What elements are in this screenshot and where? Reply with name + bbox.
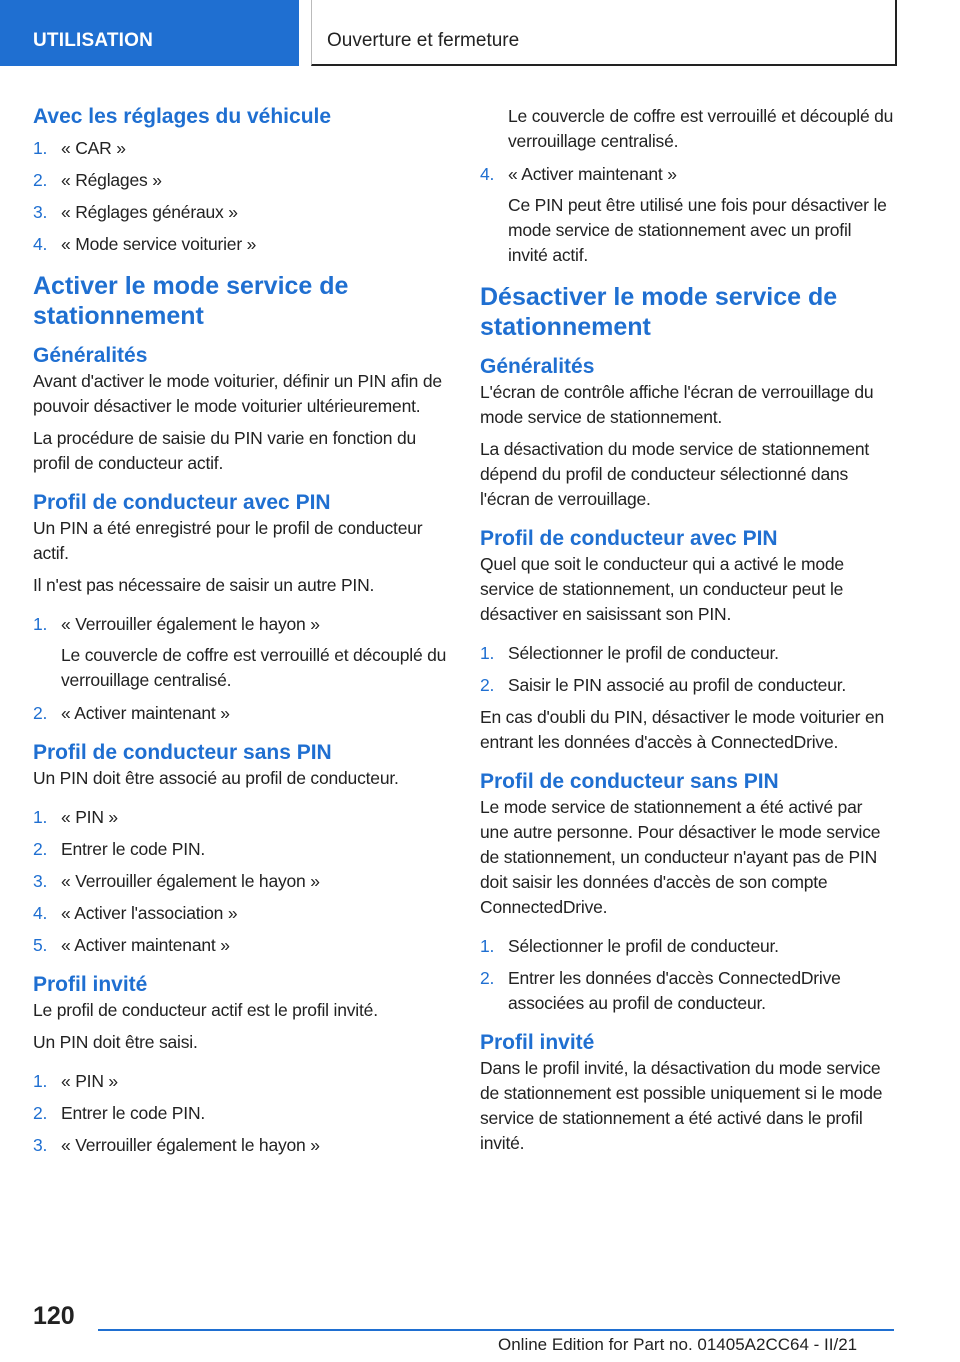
header-chapter-label: Ouverture et fermeture: [327, 30, 520, 51]
list-item: 3. « Réglages généraux »: [33, 202, 238, 222]
paragraph: Le mode service de stationnement a été activé par une autre personne. Pour désactiver le mode service de stationnement, un conducteur n'ayant pas de PIN doit saisir les données d'accès de son compte ConnectedDrive.: [480, 797, 881, 917]
subheading-with-pin: Profil de conducteur avec PIN: [480, 527, 778, 550]
page-number: 120: [33, 1302, 75, 1330]
list-item: 4. « Activer maintenant »: [480, 164, 677, 184]
list-item: 2. Entrer les données d'accès ConnectedDrive associées au profil de conducteur.: [480, 968, 841, 1013]
list-item: 1. « PIN »: [33, 807, 118, 827]
left-column: [33, 100, 448, 1158]
list-item: 1. « CAR »: [33, 138, 126, 158]
list-item: 5. « Activer maintenant »: [33, 935, 230, 955]
list-item: 4. « Activer l'association »: [33, 903, 238, 923]
paragraph: L'écran de contrôle affiche l'écran de verrouillage du mode service de stationnement.: [480, 382, 874, 427]
list-guest: [33, 1069, 448, 1158]
list-item: 2. Entrer le code PIN.: [33, 839, 206, 859]
list-item: 1. « Verrouiller également le hayon »: [33, 614, 320, 634]
list-deactivate-with-pin: [480, 641, 895, 698]
list-deactivate-without-pin: [480, 934, 895, 1016]
list-item: 3. « Verrouiller également le hayon »: [33, 871, 320, 891]
list-item: 2. Saisir le PIN associé au profil de conducteur.: [480, 675, 847, 695]
paragraph: Dans le profil invité, la désactivation du mode service de stationnement est possible uniquement si le mode service de stationnement a été activé dans le profil invité.: [480, 1058, 883, 1153]
list-item-detail: Ce PIN peut être utilisé une fois pour désactiver le mode service de stationnement avec un profil invité actif.: [508, 195, 887, 265]
list-item: 2. « Activer maintenant »: [33, 703, 230, 723]
header-section-label: UTILISATION: [33, 30, 154, 51]
paragraph: Quel que soit le conducteur qui a activé le mode service de stationnement, un conducteur peut le désactiver en saisissant son PIN.: [480, 554, 844, 624]
list-without-pin: [33, 805, 448, 958]
subheading-without-pin: Profil de conducteur sans PIN: [480, 770, 779, 793]
subheading-general: Généralités: [33, 344, 148, 367]
subheading-general: Généralités: [480, 355, 595, 378]
subheading-without-pin: Profil de conducteur sans PIN: [33, 741, 332, 764]
paragraph: Un PIN doit être saisi.: [33, 1032, 198, 1052]
subheading-with-pin: Profil de conducteur avec PIN: [33, 491, 331, 514]
paragraph: La désactivation du mode service de stationnement dépend du profil de conducteur sélectionné dans l'écran de verrouillage.: [480, 439, 870, 509]
heading-activate-mode: Activer le mode service de stationnement: [33, 272, 349, 330]
list-item-detail: Le couvercle de coffre est verrouillé et découplé du verrouillage centralisé.: [61, 645, 447, 690]
header-section-tab: [0, 0, 299, 66]
list-item-detail: Le couvercle de coffre est verrouillé et découplé du verrouillage centralisé.: [508, 106, 894, 151]
paragraph: Un PIN a été enregistré pour le profil de conducteur actif.: [33, 518, 423, 563]
header-chapter-box: [311, 0, 897, 66]
list-item: 2. Entrer le code PIN.: [33, 1103, 206, 1123]
list-item: 3. « Verrouiller également le hayon »: [33, 1135, 320, 1155]
paragraph: La procédure de saisie du PIN varie en fonction du profil de conducteur actif.: [33, 428, 417, 473]
footer-edition: Online Edition for Part no. 01405A2CC64 - II/21: [498, 1335, 858, 1354]
list-vehicle-settings: [33, 136, 448, 257]
paragraph: Il n'est pas nécessaire de saisir un autre PIN.: [33, 575, 375, 595]
footer-divider: [98, 1329, 894, 1331]
paragraph: Un PIN doit être associé au profil de conducteur.: [33, 768, 399, 788]
list-item: 1. Sélectionner le profil de conducteur.: [480, 936, 779, 956]
section-title-vehicle-settings: Avec les réglages du véhicule: [33, 105, 332, 128]
paragraph: En cas d'oubli du PIN, désactiver le mode voiturier en entrant les données d'accès à ConnectedDrive.: [480, 707, 885, 752]
subheading-guest: Profil invité: [33, 973, 148, 996]
heading-deactivate-mode: Désactiver le mode service de stationnement: [480, 283, 838, 341]
list-item: 1. « PIN »: [33, 1071, 118, 1091]
paragraph: Avant d'activer le mode voiturier, définir un PIN afin de pouvoir désactiver le mode voiturier ultérieurement.: [33, 371, 442, 416]
list-item: 1. Sélectionner le profil de conducteur.: [480, 643, 779, 663]
list-item: 2. « Réglages »: [33, 170, 162, 190]
list-item: 4. « Mode service voiturier »: [33, 234, 257, 254]
right-column: [480, 104, 895, 1156]
subheading-guest: Profil invité: [480, 1031, 595, 1054]
paragraph: Le profil de conducteur actif est le profil invité.: [33, 1000, 378, 1020]
